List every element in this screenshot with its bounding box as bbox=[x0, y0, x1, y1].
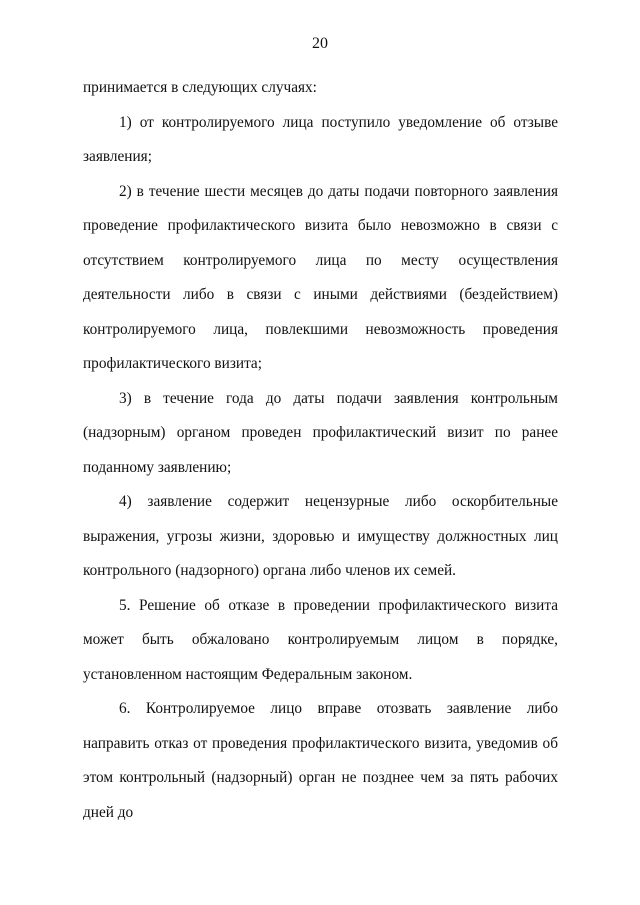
paragraph-item-4: 4) заявление содержит нецензурные либо оскорбительные выражения, угрозы жизни, здоровью и имуществу должностных лиц контрольного (надзорного) органа либо членов их семей. bbox=[83, 493, 558, 579]
paragraph-item-2: 2) в течение шести месяцев до даты подачи повторного заявления проведение профилактического визита было невозможно в связи с отсутствием контролируемого лица по месту осуществления деятельности либо в связи с иными действиями (бездействием) контролируемого лица, повлекшими невозможность проведения профилактического визита; bbox=[83, 182, 558, 372]
page-number: 20 bbox=[312, 35, 328, 52]
paragraph-section-5: 5. Решение об отказе в проведении профилактического визита может быть обжаловано контролируемым лицом в порядке, установленном настоящим Федеральным законом. bbox=[83, 596, 558, 683]
paragraph-item-1: 1) от контролируемого лица поступило уведомление об отзыве заявления; bbox=[83, 113, 558, 165]
paragraph-intro: принимается в следующих случаях: bbox=[83, 79, 317, 96]
document-body bbox=[83, 71, 558, 830]
paragraph-section-6: 6. Контролируемое лицо вправе отозвать заявление либо направить отказ от проведения профилактического визита, уведомив об этом контрольный (надзорный) орган не позднее чем за пять рабочих дней до bbox=[83, 700, 558, 821]
paragraph-item-3: 3) в течение года до даты подачи заявления контрольным (надзорным) органом проведен профилактический визит по ранее поданному заявлению; bbox=[83, 389, 558, 476]
